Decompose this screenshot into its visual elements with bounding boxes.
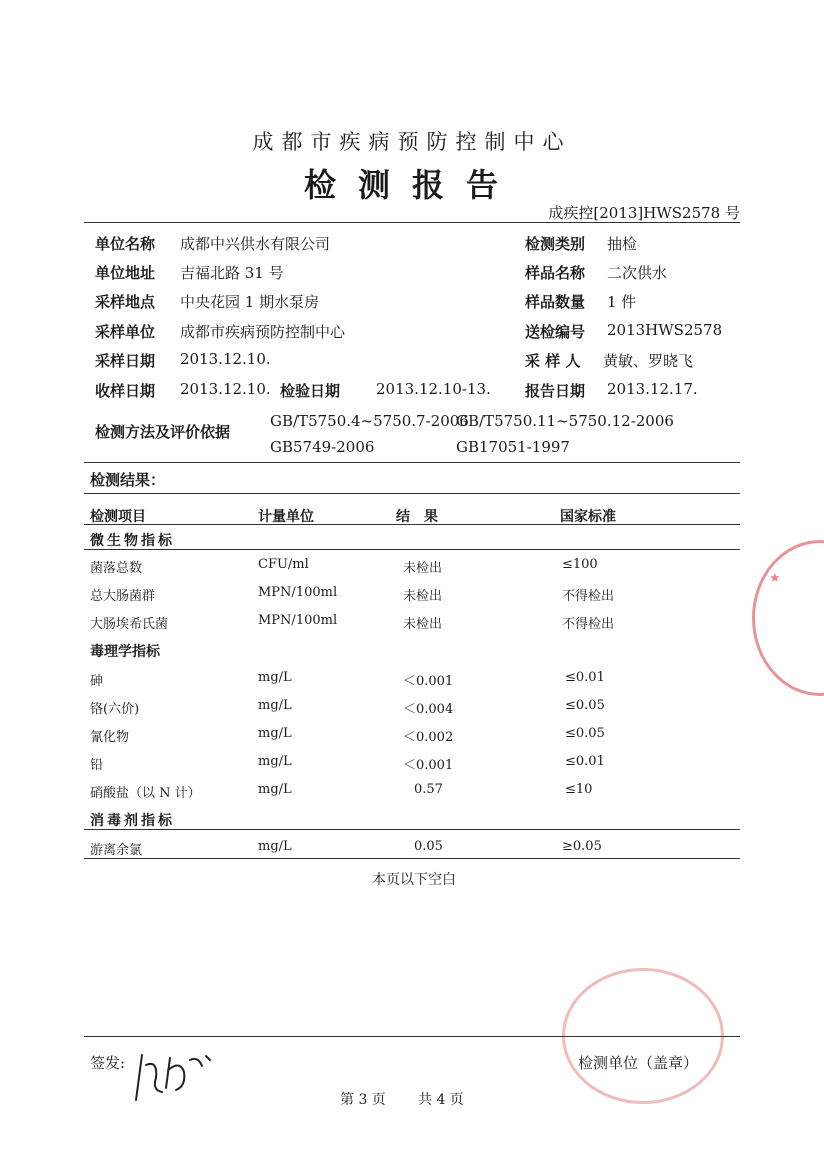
table-bottom-rule [84, 858, 740, 859]
table-row-result: ＜0.001 [403, 674, 454, 689]
table-row-result: ＜0.004 [403, 702, 454, 717]
table-row-unit: mg/L [258, 839, 292, 854]
unit-address-value: 吉福北路 31 号 [180, 264, 284, 282]
category-toxicology: 毒理学指标 [90, 644, 160, 660]
sampler-value: 黄敏、罗晓飞 [603, 352, 694, 370]
table-row-unit: CFU/ml [258, 557, 309, 572]
row-rule [84, 549, 740, 550]
submission-no-value: 2013HWS2578 [607, 321, 723, 339]
table-row-item: 硝酸盐（以 N 计） [90, 786, 201, 801]
sample-qty-label: 样品数量 [525, 293, 586, 311]
col-header-result: 结 果 [396, 509, 438, 525]
table-row-result: 未检出 [403, 589, 443, 604]
table-row-result: 0.57 [414, 782, 443, 797]
header-rule [84, 524, 740, 525]
test-date-label: 检验日期 [280, 382, 341, 400]
table-row-unit: mg/L [258, 754, 292, 769]
table-row-item: 铬(六价) [90, 702, 140, 717]
table-row-standard: 不得检出 [562, 617, 615, 632]
test-type-value: 抽检 [607, 235, 638, 253]
test-date-value: 2013.12.10-13. [376, 380, 491, 398]
sampling-date-value: 2013.12.10. [180, 350, 271, 368]
table-row-item: 氰化物 [90, 730, 130, 745]
unit-address-label: 单位地址 [95, 264, 156, 282]
unit-name-value: 成都中兴供水有限公司 [180, 235, 331, 253]
table-row-standard: ≥0.05 [562, 839, 602, 854]
category-disinfectant: 消毒剂指标 [90, 813, 175, 829]
sampler-unit-value: 成都市疾病预防控制中心 [180, 323, 346, 341]
report-date-label: 报告日期 [525, 382, 586, 400]
sample-name-label: 样品名称 [525, 264, 586, 282]
table-row-standard: ≤0.01 [565, 670, 605, 685]
method-label: 检测方法及评价依据 [95, 423, 231, 441]
report-date-value: 2013.12.17. [607, 380, 698, 398]
header-divider [84, 222, 740, 223]
handwritten-signature [128, 1030, 218, 1110]
table-row-result: 未检出 [403, 561, 443, 576]
unit-name-label: 单位名称 [95, 235, 156, 253]
organization-name: 成都市疾病预防控制中心 [252, 130, 572, 154]
col-header-item: 检测项目 [90, 509, 146, 525]
sample-qty-value: 1 件 [607, 293, 637, 311]
sampler-label: 采 样 人 [525, 352, 581, 370]
sampler-unit-label: 采样单位 [95, 323, 156, 341]
table-row-result: 未检出 [403, 617, 443, 632]
info-divider [84, 462, 740, 463]
col-header-unit: 计量单位 [258, 509, 314, 525]
table-row-unit: mg/L [258, 698, 292, 713]
table-row-unit: mg/L [258, 782, 292, 797]
table-row-unit: mg/L [258, 726, 292, 741]
sampling-site-label: 采样地点 [95, 293, 156, 311]
method-2: GB/T5750.11~5750.12-2006 [456, 412, 674, 430]
table-row-item: 总大肠菌群 [90, 589, 156, 604]
table-row-item: 砷 [90, 674, 104, 689]
table-row-unit: mg/L [258, 670, 292, 685]
table-row-item: 菌落总数 [90, 561, 143, 576]
method-1: GB/T5750.4~5750.7-2006 [270, 412, 469, 430]
report-title: 检测报告 [303, 166, 520, 204]
sample-name-value: 二次供水 [607, 264, 668, 282]
stamp-star-icon: ★ [769, 571, 781, 586]
table-row-item: 游离余氯 [90, 843, 143, 858]
results-top-rule [84, 493, 740, 494]
table-row-standard: ≤0.05 [565, 726, 605, 741]
blank-note: 本页以下空白 [372, 872, 456, 888]
table-row-item: 铅 [90, 758, 104, 773]
row-rule [84, 829, 740, 830]
table-row-standard: ≤100 [562, 557, 598, 572]
document-number: 成疾控[2013]HWS2578 号 [548, 204, 740, 222]
table-row-standard: 不得检出 [562, 589, 615, 604]
table-row-standard: ≤0.05 [565, 698, 605, 713]
test-type-label: 检测类别 [525, 235, 586, 253]
page-number: 第 3 页 [340, 1092, 386, 1108]
signature-label: 签发: [90, 1054, 126, 1072]
method-4: GB17051-1997 [456, 438, 570, 456]
col-header-standard: 国家标准 [560, 509, 616, 525]
table-row-unit: MPN/100ml [258, 613, 338, 628]
table-row-standard: ≤0.01 [565, 754, 605, 769]
table-row-result: ＜0.002 [403, 730, 454, 745]
seal-label: 检测单位（盖章） [578, 1054, 699, 1072]
method-3: GB5749-2006 [270, 438, 375, 456]
sampling-date-label: 采样日期 [95, 352, 156, 370]
red-seal-stamp-right [752, 540, 824, 696]
category-microbial: 微生物指标 [90, 533, 175, 549]
receive-date-value: 2013.12.10. [180, 380, 271, 398]
table-row-standard: ≤10 [565, 782, 593, 797]
submission-no-label: 送检编号 [525, 323, 586, 341]
results-label: 检测结果： [90, 471, 166, 489]
table-row-item: 大肠埃希氏菌 [90, 617, 169, 632]
sampling-site-value: 中央花园 1 期水泵房 [180, 293, 320, 311]
receive-date-label: 收样日期 [95, 382, 156, 400]
page-total: 共 4 页 [418, 1092, 464, 1108]
table-row-unit: MPN/100ml [258, 585, 338, 600]
table-row-result: ＜0.001 [403, 758, 454, 773]
table-row-result: 0.05 [414, 839, 443, 854]
